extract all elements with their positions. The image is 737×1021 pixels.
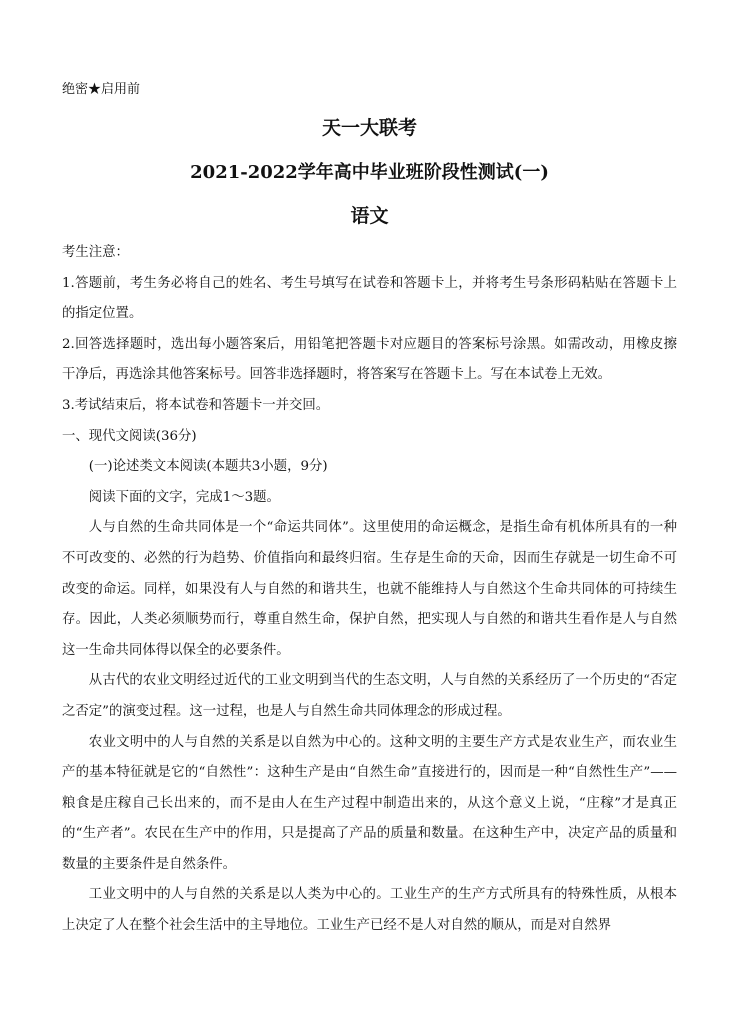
notice-heading: 考生注意： bbox=[62, 245, 129, 260]
passage-paragraph-2: 从古代的农业文明经过近代的工业文明到当代的生态文明，人与自然的关系经历了一个历史的“否定之否定”的演变过程。这一过程，也是人与自然生命共同体理念的形成过程。 bbox=[62, 673, 677, 719]
title-block bbox=[62, 113, 677, 228]
exam-subject: 语文 bbox=[350, 205, 389, 227]
subsection-title: (一)论述类文本阅读(本题共3小题，9分) bbox=[88, 459, 328, 475]
notice-item-2: 2.回答选择题时，选出每小题答案后，用铅笔把答题卡对应题目的答案标号涂黑。如需改动，用橡皮擦干净后，再选涂其他答案标号。回答非选择题时，将答案写在答题卡上。写在本试卷上无效。 bbox=[62, 336, 677, 383]
exam-title: 2021-2022学年高中毕业班阶段性测试(一) bbox=[190, 162, 549, 183]
notice-item-1: 1.答题前，考生务必将自己的姓名、考生号填写在试卷和答题卡上，并将考生号条形码粘贴在答题卡上的指定位置。 bbox=[62, 275, 677, 322]
notice-item-3: 3.考试结束后，将本试卷和答题卡一并交回。 bbox=[62, 397, 330, 413]
passage-paragraph-4: 工业文明中的人与自然的关系是以人类为中心的。工业生产的生产方式所具有的特殊性质，从根本上决定了人在整个社会生活中的主导地位。工业生产已经不是人对自然的顺从，而是对自然界 bbox=[62, 887, 677, 934]
section-title: 一、现代文阅读(36分) bbox=[62, 428, 197, 444]
passage-paragraph-1: 人与自然的生命共同体是一个“命运共同体”。这里使用的命运概念，是指生命有机体所具有的一种不可改变的、必然的行为趋势、价值指向和最终归宿。生存是生命的天命，因而生存就是一切生命不可改变的命运。同样，如果没有人与自然的和谐共生，也就不能维持人与自然这个生命共同体的可持续生存。因此，人类必须顺势而行，尊重自然生命，保护自然，把实现人与自然的和谐共生看作是人与自然这一生命共同体得以保全的必要条件。 bbox=[62, 520, 677, 658]
confidential-label: 绝密★启用前 bbox=[62, 82, 141, 97]
passage-paragraph-3: 农业文明中的人与自然的关系是以自然为中心的。这种文明的主要生产方式是农业生产，而农业生产的基本特征就是它的“自然性”：这种生产是由“自然生命”直接进行的，因而是一种“自然性生产”——粮食是庄稼自己长出来的，而不是由人在生产过程中制造出来的，从这个意义上说，“庄稼”才是真正的“生产者”。农民在生产中的作用，只是提高了产品的质量和数量。在这种生产中，决定产品的质量和数量的主要条件是自然条件。 bbox=[62, 734, 677, 872]
exam-organizer: 天一大联考 bbox=[321, 117, 417, 139]
reading-instruction: 阅读下面的文字，完成1～3题。 bbox=[88, 489, 280, 505]
